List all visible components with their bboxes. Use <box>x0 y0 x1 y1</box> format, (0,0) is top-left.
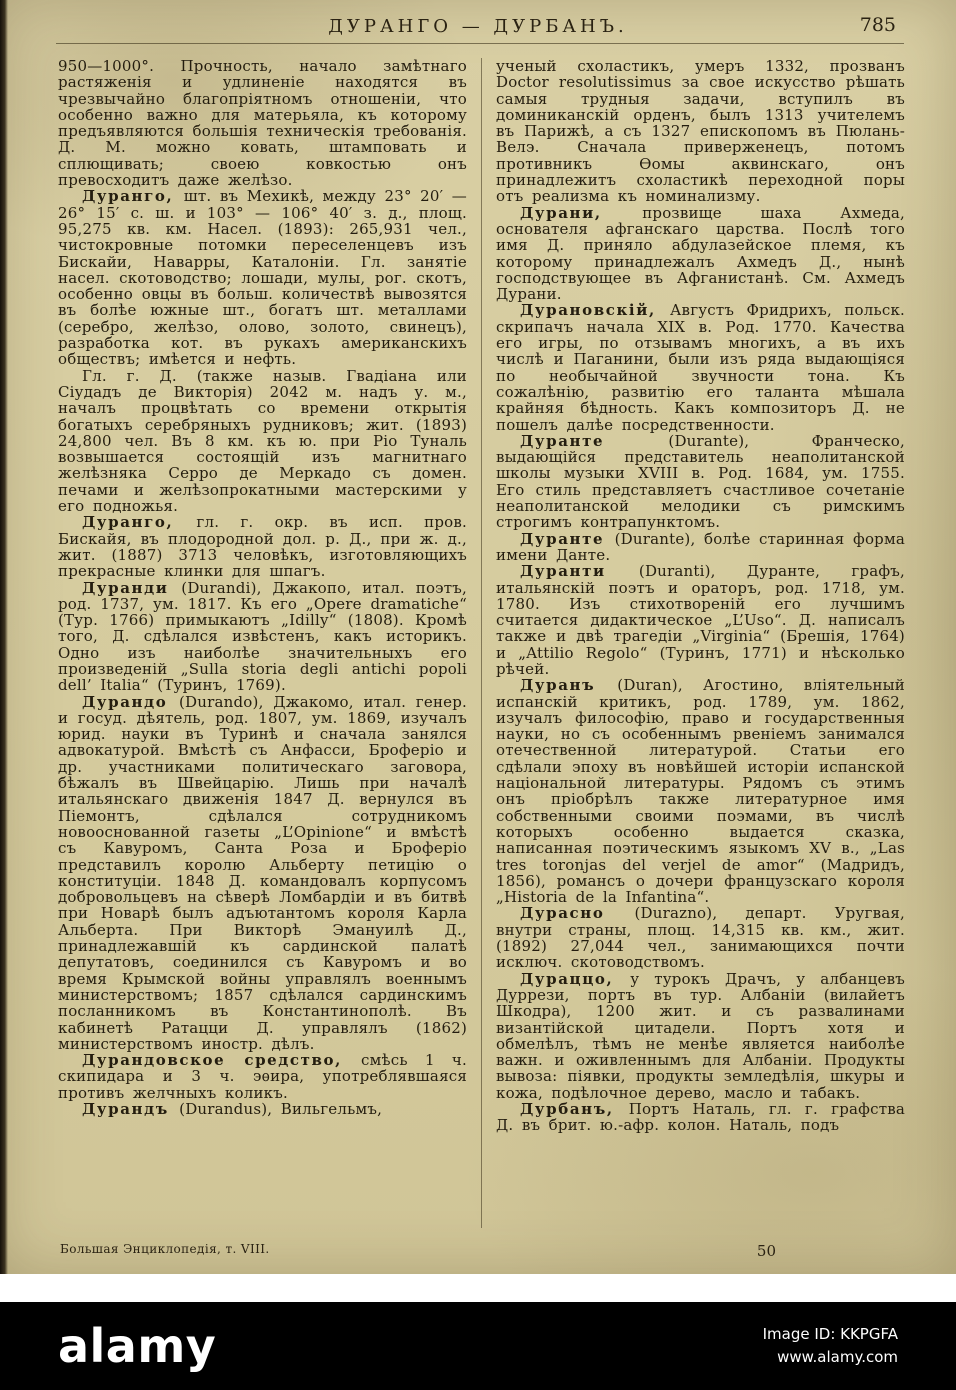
alamy-url-text: www.alamy.com <box>777 1348 898 1366</box>
encyclopedia-entry <box>58 514 467 579</box>
entry-text: 950—1000°. Прочность, начало замѣтнаго растяженія и удлиненіе находятся въ чрезвычайно благопріятномъ отношеніи, что особенно важно для матерьяла, къ которому предъявляются большія техническія требованія. Д. М. можно ковать, штамповать и сплющивать; своею ковкостью онъ превосходитъ даже желѣзо. <box>58 57 467 190</box>
entry-text: ученый схоластикъ, умеръ 1332, прозванъ Doctor resolutissimus за свое искусство рѣшать самыя трудныя задачи, вступилъ въ доминиканскій орденъ, былъ 1313 учителемъ въ Парижѣ, а съ 1327 епископомъ въ Пюлань-Велэ. Сначала приверженецъ, потомъ противникъ Ѳомы аквинскаго, онъ принадлежитъ схоластикѣ переходной поры отъ реализма къ номинализму. <box>496 57 905 206</box>
volume-footnote: Большая Энциклопедія, т. VIII. <box>60 1242 270 1256</box>
encyclopedia-entry <box>496 905 905 970</box>
entry-term: Дурасно <box>520 904 635 923</box>
entry-term: Дураццо, <box>520 969 631 988</box>
encyclopedia-entry <box>496 971 905 1101</box>
encyclopedia-entry <box>58 694 467 1053</box>
entry-term: Дурандо <box>82 692 179 711</box>
entry-term: Дуранте <box>520 529 615 548</box>
signature-number: 50 <box>756 1242 776 1260</box>
entry-term: Дуранте <box>520 431 669 450</box>
page-header <box>0 0 956 50</box>
entry-text: Портъ Наталь, гл. г. графства Д. въ брит. ю.-афр. колон. Наталь, подъ <box>496 1100 906 1135</box>
entry-term: Дурановскій, <box>520 301 670 320</box>
encyclopedia-entry <box>496 531 905 564</box>
entry-text: гл. г. окр. въ исп. пров. Бискайя, въ плодородной дол. р. Д., при ж. д., жит. (1887) 3713 человѣкъ, изготовляющихъ прекрасные клинки для шпагъ. <box>58 513 467 581</box>
encyclopedia-entry <box>496 677 905 905</box>
entry-term: Дуранъ <box>520 676 618 695</box>
entry-text: (Durante), Франческо, выдающійся представитель неаполитанской школы музыки XVIII в. Род. 1684, ум. 1755. Его стиль представляетъ счастливое сочетаніе неаполитанской мелодики съ римскимъ строгимъ контрапунктомъ. <box>496 431 905 532</box>
image-id-text: Image ID: KKPGFA <box>762 1324 898 1343</box>
left-column <box>58 58 467 1228</box>
entry-text: (Durante), болѣе старинная форма имени Данте. <box>496 529 905 564</box>
entry-text: (Duranti), Дуранте, графъ, итальянскій поэтъ и ораторъ, род. 1718, ум. 1780. Изъ стихотвореній его лучшимъ считается дидактическое „L’Uso“. Д. написалъ также и двѣ трагедіи „Virginia“ (Брешія, 1764) и „Attilio Regolo“ (Туринъ, 1771) и нѣсколько рѣчей. <box>496 562 905 678</box>
encyclopedia-entry <box>496 58 905 205</box>
entry-term: Дурандъ <box>82 1100 180 1118</box>
entry-text: Гл. г. Д. (также назыв. Гвадіана или Сіудадъ де Викторія) 2042 м. надъ у. м., началъ процвѣтать со времени открытія богатыхъ серебряныхъ рудниковъ; жит. (1893) 24,800 чел. Въ 8 км. къ ю. при Ріо Туналь возвышается состоящій изъ магнитнаго желѣзняка Серро де Меркадо съ домен. печами и желѣзопрокатными мастерскими у его подножья. <box>58 366 467 516</box>
encyclopedia-entry <box>496 563 905 677</box>
running-head-title: ДУРАНГО — ДУРБАНЪ. <box>328 16 628 37</box>
entry-term: Дуранго, <box>82 513 197 532</box>
entry-text: (Durando), Джакомо, итал. генер. и госуд. дѣятель, род. 1807, ум. 1869, изучалъ юрид. науки въ Туринѣ и сначала занялся адвокатурой. Вмѣстѣ съ Анфасси, Броферіо и др. участниками политическаго заговора, бѣжалъ въ Швейцарію. Лишь при началѣ итальянскаго движенія 1847 Д. вернулся въ Піемонтъ, сдѣлался сотрудникомъ новооснованной газеты „L’Opinione“ и вмѣстѣ съ Кавуромъ, Санта Роза и Броферіо представилъ королю Альберту петицію о конституціи. 1848 Д. командовалъ корпусомъ добровольцевъ на сѣверѣ Ломбардіи и въ битвѣ при Новарѣ былъ адъютантомъ короля Карла Альберта. При Викторѣ Эмануилѣ Д., принадлежавшій къ сардинской палатѣ депутатовъ, соединился съ Кавуромъ и во время Крымской войны управлялъ военнымъ министерствомъ; 1857 сдѣлался сардинскимъ посланникомъ въ Константинополѣ. Въ кабинетѣ Ратацци Д. управлялъ (1862) министерствомъ иностр. дѣлъ. <box>58 692 467 1053</box>
white-margin <box>0 1274 956 1302</box>
entry-text: (Durandi), Джакопо, итал. поэтъ, род. 1737, ум. 1817. Къ его „Opere dramatiche“ (Тур. 1766) примыкаютъ „Idilly“ (1808). Кромѣ того, Д. сдѣлался извѣстенъ, какъ историкъ. Одно изъ наиболѣе значительныхъ его произведеній „Sulla storia degli antichi popoli dell’ Italia“ (Туринъ, 1769). <box>58 578 467 695</box>
header-rule <box>56 43 904 44</box>
encyclopedia-entry <box>496 205 905 303</box>
text-columns <box>0 50 956 1228</box>
encyclopedia-entry <box>58 188 467 367</box>
page-number: 785 <box>859 14 896 36</box>
entry-text: (Durandus), Вильгельмъ, <box>179 1100 383 1118</box>
entry-text: прозвище шаха Ахмеда, основателя афганскаго царства. Послѣ того имя Д. приняло абдулазейское племя, къ которому принадлежалъ Ахмедъ Д., нынѣ господствующее въ Афганистанѣ. См. Ахмедъ Дурани. <box>496 203 906 304</box>
scan-left-edge <box>0 0 8 1274</box>
alamy-logo: alamy <box>58 1319 217 1373</box>
entry-term: Дуранти <box>520 562 639 581</box>
entry-text: Августъ Фридрихъ, польск. скрипачъ начала XIX в. Род. 1770. Качества его игры, по отзывамъ многихъ, а въ ихъ числѣ и Паганини, были изъ ряда выдающіяся по необычайной звучности тона. Къ сожалѣнію, развитію его таланта мѣшала крайняя бѣдность. Какъ композиторъ Д. не пошелъ далѣе посредственности. <box>496 301 905 434</box>
right-column <box>496 58 905 1228</box>
column-divider-rule <box>481 58 482 1228</box>
entry-text: у турокъ Драчъ, у албанцевъ Дуррези, портъ въ тур. Албаніи (вилайетъ Шкодра), 1200 жит. и съ развалинами византійской цитадели. Портъ хотя и обмелѣлъ, тѣмъ не менѣе является наиболѣе важн. и оживленнымъ для Албаніи. Продукты вывоза: піявки, продукты земледѣлія, шкуры и кожа, подѣлочное дерево, масло и табакъ. <box>496 969 905 1102</box>
entry-text: (Durazno), департ. Уругвая, внутри страны, площ. 14,315 кв. км., жит. (1892) 27,044 чел., занимающихся почти исключ. скотоводствомъ. <box>496 904 905 972</box>
encyclopedia-entry <box>58 1101 467 1117</box>
encyclopedia-entry <box>496 433 905 531</box>
entry-text: смѣсь 1 ч. скипидара и 3 ч. эѳира, употреблявшаяся противъ желчныхъ коликъ. <box>58 1051 467 1102</box>
watermark-meta <box>763 1323 898 1370</box>
encyclopedia-entry <box>58 1052 467 1101</box>
encyclopedia-entry <box>58 58 467 188</box>
watermark-bar <box>0 1302 956 1390</box>
encyclopedia-entry <box>58 368 467 515</box>
entry-term: Дурани, <box>520 203 643 222</box>
entry-term: Дурбанъ, <box>520 1100 629 1118</box>
entry-term: Дуранди <box>82 578 182 597</box>
entry-text: (Duran), Агостино, вліятельный испанскій критикъ, род. 1789, ум. 1862, изучалъ философію, право и государственныя науки, но съ особеннымъ рвеніемъ занимался отечественной литературой. Статьи его сдѣлали эпоху въ новѣйшей исторіи испанской національной литературы. Рядомъ съ этимъ онъ пріобрѣлъ также литературное имя собственными своими поэмами, въ числѣ которыхъ особенно выдается сказка, написанная поэтическимъ языкомъ XV в., „Las tres toronjas del verjel de amor“ (Мадридъ, 1856), романсъ о дочери французскаго короля „Historia de la Infantina“. <box>496 676 906 907</box>
encyclopedia-entry <box>58 580 467 694</box>
entry-term: Дурандовское средство, <box>82 1051 362 1070</box>
encyclopedia-entry <box>496 1101 905 1134</box>
entry-text: шт. въ Мехикѣ, между 23° 20′ — 26° 15′ с. ш. и 103° — 106° 40′ з. д., площ. 95,275 кв. км. Насел. (1893): 265,931 чел., чистокровные потомки переселенцевъ изъ Бискайи, Наварры, Каталоніи. Гл. занятіе насел. скотоводство; лошади, мулы, рог. скотъ, особенно овцы въ больш. количествѣ вывозятся въ болѣе южные шт., богатъ шт. металлами (серебро, желѣзо, олово, золото, свинецъ), разработка кот. въ рукахъ американскихъ обществъ; имѣется и нефть. <box>58 187 467 369</box>
encyclopedia-entry <box>496 302 905 432</box>
entry-term: Дуранго, <box>82 187 184 206</box>
